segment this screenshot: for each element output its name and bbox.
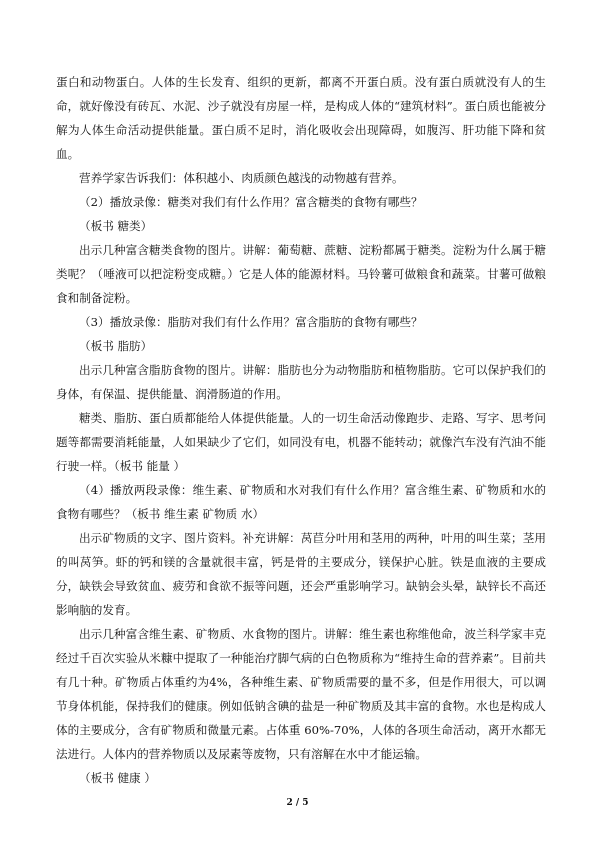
paragraph-7: （板书 脂肪） [79,339,153,353]
paragraph-6: （3）播放录像：脂肪对我们有什么作用？富含脂肪的食物有哪些？ [79,315,423,329]
paragraph-11: 出示矿物质的文字、图片资料。补充讲解：莴苣分叶用和茎用的两种，叶用的叫生菜；茎用的叫莴笋。虾的钙和镁的含量就很丰富，钙是骨的主要成分，镁保护心脏。铁是血液的主要成分，缺铁会导致贫血、疲劳和食欲不振等问题，还会严重影响学习。缺钠会头晕，缺锌长不高还影响脑的发育。 [56,531,546,617]
paragraph-1: 蛋白和动物蛋白。人体的生长发育、组织的更新，都离不开蛋白质。没有蛋白质就没有人的生命，就好像没有砖瓦、水泥、沙子就没有房屋一样，是构成人体的“建筑材料”。蛋白质也能被分解为人体生命活动提供能量。蛋白质不足时，消化吸收会出现障碍，如腹泻、肝功能下降和贫血。 [56,75,546,161]
paragraph-10: （4）播放两段录像：维生素、矿物质和水对我们有什么作用？富含维生素、矿物质和水的食物有哪些？（板书 维生素 矿物质 水） [56,483,546,521]
page-number: 2 / 5 [286,798,309,808]
paragraph-8: 出示几种富含脂肪食物的图片。讲解：脂肪也分为动物脂肪和植物脂肪。它可以保护我们的身体，有保温、提供能量、润滑肠道的作用。 [56,363,546,401]
paragraph-2: 营养学家告诉我们：体积越小、肉质颜色越浅的动物越有营养。 [79,171,404,185]
paragraph-5: 出示几种富含糖类食物的图片。讲解：葡萄糖、蔗糖、淀粉都属于糖类。淀粉为什么属于糖类呢？（唾液可以把淀粉变成糖。）它是人体的能源材料。马铃薯可做粮食和蔬菜。甘薯可做粮食和制备淀粉。 [56,243,546,305]
paragraph-13: （板书 健康 ） [79,771,156,785]
document-body [56,70,546,790]
paragraph-3: （2）播放录像：糖类对我们有什么作用？富含糖类的食物有哪些？ [79,195,423,209]
paragraph-4: （板书 糖类） [79,219,153,233]
paragraph-9: 糖类、脂肪、蛋白质都能给人体提供能量。人的一切生命活动像跑步、走路、写字、思考问题等都需要消耗能量，人如果缺少了它们，如同没有电，机器不能转动；就像汽车没有汽油不能行驶一样。（板书 能量 ） [56,411,546,473]
paragraph-12: 出示几种富含维生素、矿物质、水食物的图片。讲解：维生素也称维他命，波兰科学家丰克经过千百次实验从米糠中提取了一种能治疗脚气病的白色物质称为“维持生命的营养素”。目前共有几十种。矿物质占体重约为4%，各种维生素、矿物质需要的量不多，但是作用很大，可以调节身体机能，保持我们的健康。例如低钠含碘的盐是一种矿物质及其丰富的食物。水也是构成人体的主要成分，含有矿物质和微量元素。占体重 60%-70%，人体的各项生命活动，离开水都无法进行。人体内的营养物质以及尿素等废物，只有溶解在水中才能运输。 [56,627,546,761]
